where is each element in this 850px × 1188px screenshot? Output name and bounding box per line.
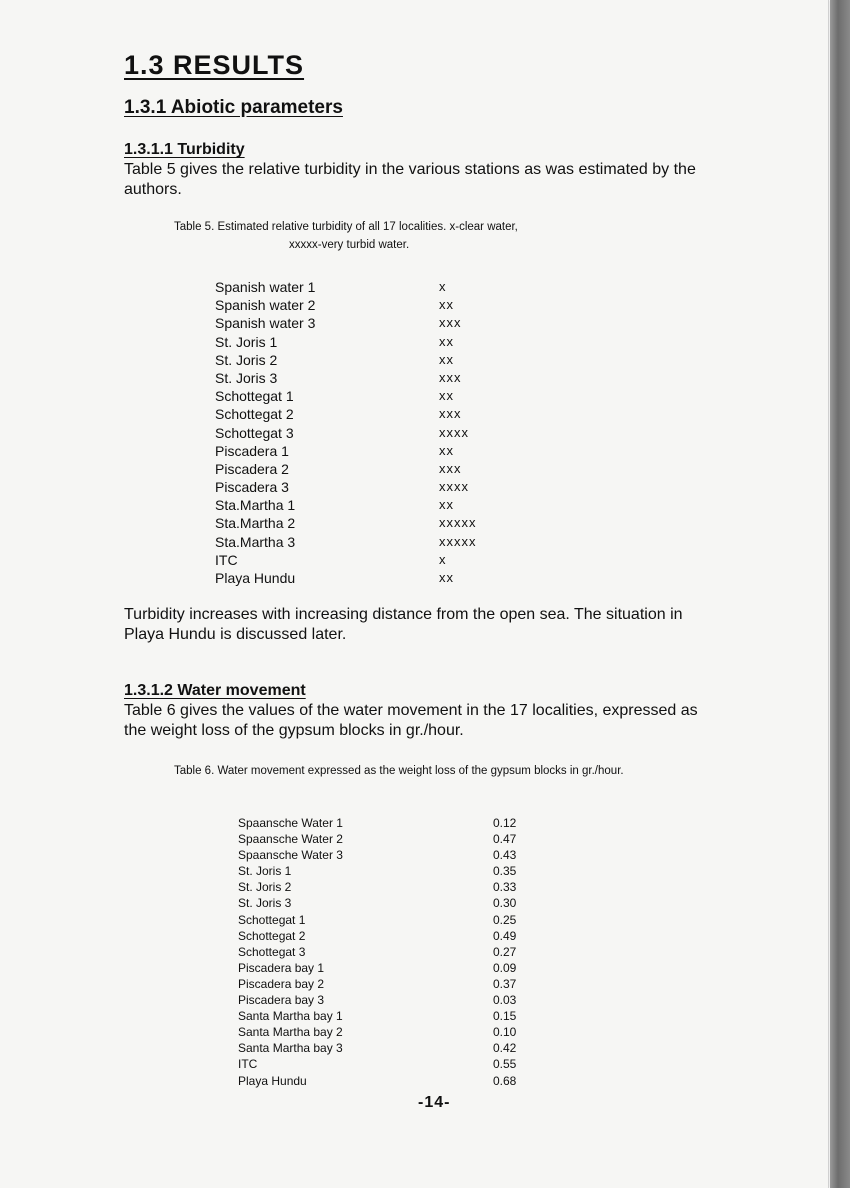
station-name: Schottegat 2 <box>238 928 306 943</box>
turbidity-value: xx <box>439 570 454 585</box>
station-name: St. Joris 2 <box>238 880 292 895</box>
table-row <box>238 1008 538 1024</box>
turbidity-value: x <box>439 551 447 567</box>
subsection-heading-abiotic: 1.3.1 Abiotic parameters <box>124 97 343 118</box>
station-name: St. Joris 3 <box>238 896 292 911</box>
table-row <box>238 815 538 831</box>
table-row <box>238 944 538 960</box>
weight-loss-value: 0.68 <box>493 1073 517 1088</box>
turbidity-value: xxxxx <box>439 533 477 549</box>
subsubsection-heading-water-movement: 1.3.1.2 Water movement <box>124 682 306 699</box>
station-name: Playa Hundu <box>238 1073 307 1088</box>
table-row <box>215 478 515 496</box>
station-name: Santa Martha bay 1 <box>238 1009 343 1024</box>
weight-loss-value: 0.15 <box>493 1009 517 1024</box>
table-row <box>238 1024 538 1040</box>
table-row <box>238 960 538 976</box>
table-row <box>215 369 515 387</box>
station-name: Piscadera 3 <box>215 479 289 496</box>
water-movement-intro-paragraph: Table 6 gives the values of the water movement in the 17 localities, expressed as the weight loss of the gypsum blocks in gr./hour. <box>124 702 698 739</box>
station-name: Playa Hundu <box>215 570 296 586</box>
table-row <box>238 992 538 1008</box>
station-name: Piscadera bay 1 <box>238 960 325 975</box>
table-row <box>215 387 515 405</box>
weight-loss-value: 0.35 <box>493 864 517 879</box>
station-name: St. Joris 2 <box>215 351 278 368</box>
table5-caption-line2: xxxxx-very turbid water. <box>289 239 410 251</box>
table-row <box>238 928 538 944</box>
table-row <box>215 333 515 351</box>
station-name: Spanish water 2 <box>215 297 316 314</box>
weight-loss-value: 0.55 <box>493 1057 517 1072</box>
weight-loss-value: 0.12 <box>493 816 517 830</box>
table-row <box>215 551 515 569</box>
station-name: Spaansche Water 2 <box>238 832 343 847</box>
turbidity-value: xx <box>439 351 454 367</box>
table6-caption: Table 6. Water movement expressed as the weight loss of the gypsum blocks in gr./hour. <box>174 765 624 777</box>
turbidity-value: xx <box>439 442 454 458</box>
weight-loss-value: 0.43 <box>493 848 517 863</box>
station-name: ITC <box>215 551 238 568</box>
station-name: Spanish water 1 <box>215 279 316 295</box>
station-name: Sta.Martha 3 <box>215 533 296 550</box>
subsubsection-heading-turbidity: 1.3.1.1 Turbidity <box>124 141 245 158</box>
station-name: Schottegat 1 <box>215 388 294 405</box>
turbidity-conclusion-paragraph: Turbidity increases with increasing distance from the open sea. The situation in Playa Hundu is discussed later. <box>124 606 683 643</box>
table-row <box>215 442 515 460</box>
turbidity-value: xxxx <box>439 424 469 440</box>
table-row <box>215 460 515 478</box>
table5-turbidity <box>215 278 515 587</box>
table-row <box>215 278 515 296</box>
station-name: Sta.Martha 2 <box>215 515 296 532</box>
table6-water-movement <box>238 815 538 1089</box>
table-row <box>238 895 538 911</box>
turbidity-value: xxxxx <box>439 515 477 531</box>
weight-loss-value: 0.49 <box>493 928 517 943</box>
station-name: Schottegat 2 <box>215 406 294 423</box>
table-row <box>238 847 538 863</box>
table-row <box>238 831 538 847</box>
turbidity-value: xxx <box>439 315 462 331</box>
turbidity-value: xx <box>439 297 454 313</box>
table-row <box>215 405 515 423</box>
turbidity-value: xxx <box>439 406 462 422</box>
station-name: Spaansche Water 1 <box>238 816 343 830</box>
station-name: Piscadera 1 <box>215 442 289 459</box>
turbidity-value: xxx <box>439 460 462 476</box>
weight-loss-value: 0.47 <box>493 832 517 847</box>
table-row <box>215 514 515 532</box>
turbidity-value: xxx <box>439 369 462 385</box>
station-name: Sta.Martha 1 <box>215 497 296 514</box>
weight-loss-value: 0.09 <box>493 960 517 975</box>
station-name: Santa Martha bay 3 <box>238 1041 343 1056</box>
station-name: Santa Martha bay 2 <box>238 1025 343 1040</box>
station-name: St. Joris 3 <box>215 369 278 386</box>
turbidity-value: xx <box>439 333 454 349</box>
weight-loss-value: 0.33 <box>493 880 517 895</box>
turbidity-value: xx <box>439 388 454 404</box>
weight-loss-value: 0.30 <box>493 896 517 911</box>
table-row <box>238 863 538 879</box>
weight-loss-value: 0.37 <box>493 976 517 991</box>
table5-caption-line1: Table 5. Estimated relative turbidity of all 17 localities. x-clear water, <box>174 221 518 233</box>
table-row <box>215 296 515 314</box>
table-row <box>215 569 515 587</box>
station-name: Spaansche Water 3 <box>238 848 343 863</box>
table-row <box>238 879 538 895</box>
table-row <box>238 912 538 928</box>
station-name: Spanish water 3 <box>215 315 316 332</box>
station-name: Schottegat 1 <box>238 912 306 927</box>
turbidity-value: xxxx <box>439 479 469 495</box>
weight-loss-value: 0.27 <box>493 944 517 959</box>
station-name: St. Joris 1 <box>238 864 292 879</box>
weight-loss-value: 0.10 <box>493 1025 517 1040</box>
station-name: Piscadera 2 <box>215 460 289 477</box>
station-name: Schottegat 3 <box>215 424 294 441</box>
turbidity-value: xx <box>439 497 454 513</box>
table-row <box>238 976 538 992</box>
station-name: Schottegat 3 <box>238 944 306 959</box>
table-row <box>238 1040 538 1056</box>
scanner-edge <box>830 0 850 1188</box>
table-row <box>238 1056 538 1072</box>
weight-loss-value: 0.03 <box>493 993 517 1008</box>
turbidity-value: x <box>439 279 447 294</box>
page-number: -14- <box>418 1094 451 1111</box>
station-name: Piscadera bay 3 <box>238 993 325 1008</box>
turbidity-intro-paragraph: Table 5 gives the relative turbidity in the various stations as was estimated by the authors. <box>124 161 696 198</box>
table-row <box>215 533 515 551</box>
table-row <box>215 496 515 514</box>
weight-loss-value: 0.25 <box>493 912 517 927</box>
weight-loss-value: 0.42 <box>493 1041 517 1056</box>
table-row <box>215 424 515 442</box>
section-heading-results: 1.3 RESULTS <box>124 50 305 80</box>
table-row <box>215 351 515 369</box>
station-name: St. Joris 1 <box>215 333 278 350</box>
table-row <box>215 314 515 332</box>
table-row <box>238 1073 538 1089</box>
station-name: ITC <box>238 1057 258 1072</box>
station-name: Piscadera bay 2 <box>238 976 325 991</box>
